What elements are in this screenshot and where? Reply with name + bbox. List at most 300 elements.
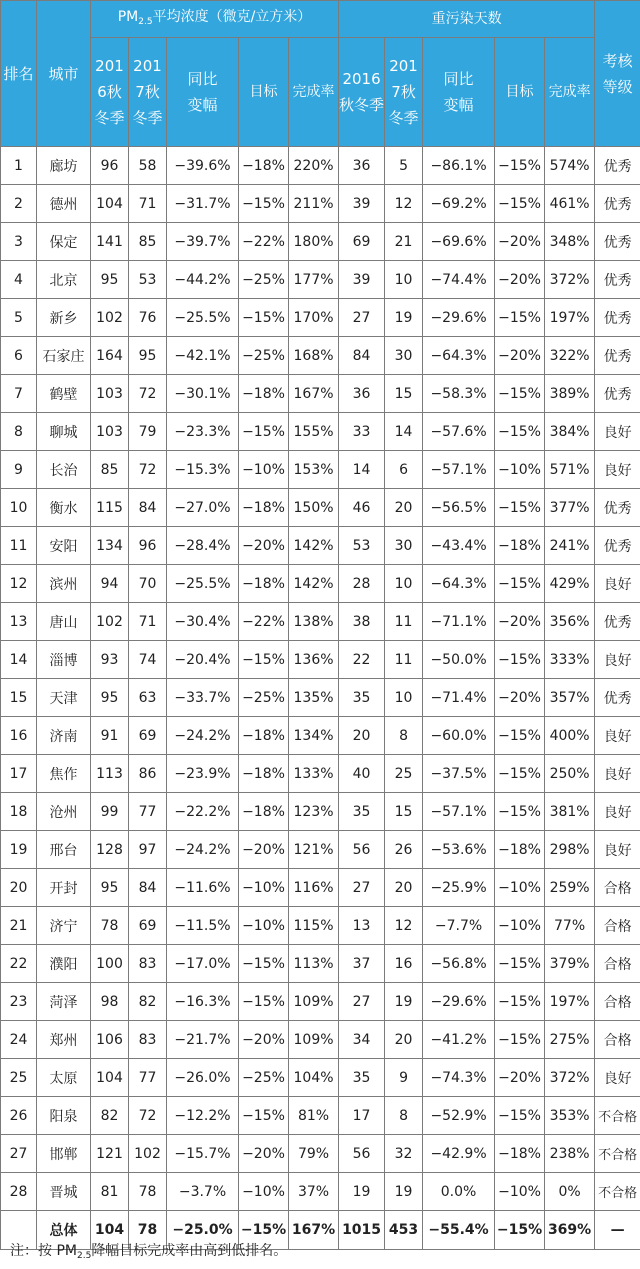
cell-heavy-rate: 461% (545, 185, 595, 223)
header-heavy-target: 目标 (495, 38, 545, 147)
cell-pm-2016: 102 (91, 603, 129, 641)
cell-pm-2017: 83 (129, 945, 167, 983)
cell-pm-2016: 164 (91, 337, 129, 375)
cell-grade: 优秀 (595, 185, 640, 223)
cell-heavy-2016: 20 (339, 717, 385, 755)
cell-city: 廊坊 (37, 147, 91, 185)
cell-heavy-rate: 379% (545, 945, 595, 983)
cell-heavy-rate: 357% (545, 679, 595, 717)
cell-city: 太原 (37, 1059, 91, 1097)
cell-heavy-target: −15% (495, 413, 545, 451)
table-row (1, 641, 640, 679)
cell-pm-2017: 74 (129, 641, 167, 679)
cell-grade: 优秀 (595, 147, 640, 185)
table-row (1, 945, 640, 983)
cell-grade: 良好 (595, 831, 640, 869)
cell-heavy-2017: 11 (385, 641, 423, 679)
cell-pm-2017: 76 (129, 299, 167, 337)
cell-pm-target: −18% (239, 489, 289, 527)
cell-heavy-change: −53.6% (423, 831, 495, 869)
cell-pm-2017: 84 (129, 489, 167, 527)
cell-city: 德州 (37, 185, 91, 223)
table-row (1, 831, 640, 869)
cell-rank: 8 (1, 413, 37, 451)
cell-grade: 合格 (595, 907, 640, 945)
cell-pm-change: −24.2% (167, 717, 239, 755)
cell-heavy-change: −71.4% (423, 679, 495, 717)
cell-city: 安阳 (37, 527, 91, 565)
cell-city: 濮阳 (37, 945, 91, 983)
cell-pm-2017: 82 (129, 983, 167, 1021)
cell-grade: 不合格 (595, 1097, 640, 1135)
cell-rank: 3 (1, 223, 37, 261)
cell-pm-target: −10% (239, 869, 289, 907)
cell-city: 济南 (37, 717, 91, 755)
cell-pm-2017: 58 (129, 147, 167, 185)
cell-pm-2017: 71 (129, 185, 167, 223)
cell-pm-change: −25.5% (167, 565, 239, 603)
cell-heavy-rate: 77% (545, 907, 595, 945)
cell-grade: 优秀 (595, 337, 640, 375)
cell-rank: 18 (1, 793, 37, 831)
cell-heavy-2017: 10 (385, 679, 423, 717)
cell-pm-2016: 94 (91, 565, 129, 603)
cell-heavy-2017: 10 (385, 565, 423, 603)
cell-pm-2017: 69 (129, 907, 167, 945)
cell-pm-2017: 53 (129, 261, 167, 299)
cell-pm-2016: 95 (91, 679, 129, 717)
cell-heavy-2016: 14 (339, 451, 385, 489)
total-cell-heavy-target: −15% (495, 1211, 545, 1250)
table-row (1, 565, 640, 603)
header-heavy-pollution-group: 重污染天数 (339, 1, 595, 38)
cell-pm-rate: 133% (289, 755, 339, 793)
cell-heavy-rate: 389% (545, 375, 595, 413)
cell-heavy-2017: 9 (385, 1059, 423, 1097)
cell-grade: 合格 (595, 983, 640, 1021)
cell-heavy-2016: 34 (339, 1021, 385, 1059)
cell-heavy-2016: 36 (339, 375, 385, 413)
cell-pm-rate: 153% (289, 451, 339, 489)
cell-heavy-2016: 27 (339, 299, 385, 337)
cell-grade: 不合格 (595, 1173, 640, 1211)
cell-pm-target: −20% (239, 527, 289, 565)
table-row (1, 603, 640, 641)
cell-heavy-target: −18% (495, 527, 545, 565)
table-row (1, 299, 640, 337)
cell-rank: 9 (1, 451, 37, 489)
cell-pm-rate: 123% (289, 793, 339, 831)
cell-grade: 不合格 (595, 1135, 640, 1173)
cell-pm-change: −15.7% (167, 1135, 239, 1173)
cell-rank: 5 (1, 299, 37, 337)
cell-pm-2016: 85 (91, 451, 129, 489)
cell-city: 天津 (37, 679, 91, 717)
cell-rank: 10 (1, 489, 37, 527)
cell-pm-2016: 141 (91, 223, 129, 261)
table-row (1, 679, 640, 717)
total-cell-heavy-2017: 453 (385, 1211, 423, 1250)
cell-grade: 良好 (595, 565, 640, 603)
cell-heavy-change: −56.5% (423, 489, 495, 527)
cell-pm-rate: 180% (289, 223, 339, 261)
table-row (1, 1059, 640, 1097)
cell-rank: 24 (1, 1021, 37, 1059)
cell-pm-target: −25% (239, 679, 289, 717)
cell-rank: 7 (1, 375, 37, 413)
cell-grade: 优秀 (595, 679, 640, 717)
cell-pm-change: −25.5% (167, 299, 239, 337)
header-heavy-2017: 2017秋冬季 (385, 38, 423, 147)
cell-pm-target: −18% (239, 717, 289, 755)
cell-pm-rate: 79% (289, 1135, 339, 1173)
cell-heavy-2017: 8 (385, 1097, 423, 1135)
cell-heavy-2017: 5 (385, 147, 423, 185)
cell-heavy-2017: 19 (385, 1173, 423, 1211)
cell-pm-rate: 104% (289, 1059, 339, 1097)
cell-heavy-2016: 28 (339, 565, 385, 603)
total-cell-heavy-change: −55.4% (423, 1211, 495, 1250)
cell-heavy-2016: 56 (339, 1135, 385, 1173)
table-header (1, 1, 640, 147)
cell-heavy-rate: 238% (545, 1135, 595, 1173)
cell-pm-2016: 104 (91, 185, 129, 223)
cell-city: 济宁 (37, 907, 91, 945)
cell-pm-change: −21.7% (167, 1021, 239, 1059)
cell-rank: 21 (1, 907, 37, 945)
cell-rank: 20 (1, 869, 37, 907)
cell-pm-change: −30.1% (167, 375, 239, 413)
cell-heavy-change: 0.0% (423, 1173, 495, 1211)
cell-heavy-2017: 30 (385, 337, 423, 375)
cell-pm-2017: 85 (129, 223, 167, 261)
cell-city: 焦作 (37, 755, 91, 793)
cell-heavy-rate: 333% (545, 641, 595, 679)
cell-grade: 优秀 (595, 375, 640, 413)
cell-heavy-target: −20% (495, 1059, 545, 1097)
cell-heavy-change: −74.4% (423, 261, 495, 299)
cell-pm-change: −39.7% (167, 223, 239, 261)
cell-heavy-change: −69.6% (423, 223, 495, 261)
cell-heavy-target: −15% (495, 1097, 545, 1135)
cell-heavy-2016: 19 (339, 1173, 385, 1211)
cell-pm-rate: 211% (289, 185, 339, 223)
cell-pm-target: −15% (239, 413, 289, 451)
cell-heavy-2017: 26 (385, 831, 423, 869)
cell-rank: 13 (1, 603, 37, 641)
cell-pm-rate: 116% (289, 869, 339, 907)
cell-heavy-2017: 12 (385, 907, 423, 945)
cell-heavy-rate: 400% (545, 717, 595, 755)
cell-heavy-2017: 12 (385, 185, 423, 223)
cell-city: 石家庄 (37, 337, 91, 375)
cell-pm-change: −11.5% (167, 907, 239, 945)
cell-heavy-change: −50.0% (423, 641, 495, 679)
cell-pm-2016: 106 (91, 1021, 129, 1059)
cell-grade: 良好 (595, 793, 640, 831)
cell-city: 开封 (37, 869, 91, 907)
cell-pm-rate: 134% (289, 717, 339, 755)
cell-pm-2017: 69 (129, 717, 167, 755)
header-pm-rate: 完成率 (289, 38, 339, 147)
cell-heavy-rate: 197% (545, 299, 595, 337)
cell-heavy-target: −20% (495, 337, 545, 375)
cell-heavy-2017: 15 (385, 375, 423, 413)
cell-heavy-2016: 38 (339, 603, 385, 641)
cell-pm-target: −18% (239, 565, 289, 603)
cell-city: 邯郸 (37, 1135, 91, 1173)
cell-pm-change: −23.3% (167, 413, 239, 451)
cell-heavy-target: −15% (495, 945, 545, 983)
cell-pm-2017: 63 (129, 679, 167, 717)
cell-heavy-change: −37.5% (423, 755, 495, 793)
cell-city: 聊城 (37, 413, 91, 451)
cell-heavy-rate: 259% (545, 869, 595, 907)
table-row (1, 147, 640, 185)
cell-heavy-2017: 20 (385, 869, 423, 907)
cell-pm-rate: 135% (289, 679, 339, 717)
cell-heavy-change: −42.9% (423, 1135, 495, 1173)
cell-grade: 优秀 (595, 603, 640, 641)
cell-pm-2016: 81 (91, 1173, 129, 1211)
table-row (1, 793, 640, 831)
cell-rank: 1 (1, 147, 37, 185)
cell-heavy-change: −29.6% (423, 983, 495, 1021)
table-row (1, 527, 640, 565)
cell-heavy-target: −20% (495, 679, 545, 717)
table-row (1, 261, 640, 299)
table-row (1, 185, 640, 223)
table-row (1, 1135, 640, 1173)
cell-heavy-rate: 571% (545, 451, 595, 489)
cell-grade: 优秀 (595, 299, 640, 337)
cell-pm-2017: 102 (129, 1135, 167, 1173)
table-row (1, 869, 640, 907)
cell-heavy-rate: 250% (545, 755, 595, 793)
cell-heavy-change: −57.6% (423, 413, 495, 451)
cell-heavy-target: −20% (495, 223, 545, 261)
cell-pm-change: −17.0% (167, 945, 239, 983)
cell-pm-change: −12.2% (167, 1097, 239, 1135)
cell-pm-2017: 84 (129, 869, 167, 907)
cell-pm-2017: 97 (129, 831, 167, 869)
cell-grade: 合格 (595, 945, 640, 983)
table-row (1, 717, 640, 755)
cell-pm-change: −28.4% (167, 527, 239, 565)
cell-pm-2016: 95 (91, 261, 129, 299)
cell-pm-2016: 104 (91, 1059, 129, 1097)
cell-pm-rate: 142% (289, 565, 339, 603)
cell-pm-2017: 70 (129, 565, 167, 603)
cell-heavy-change: −74.3% (423, 1059, 495, 1097)
cell-city: 长治 (37, 451, 91, 489)
cell-pm-target: −18% (239, 375, 289, 413)
cell-heavy-2016: 33 (339, 413, 385, 451)
cell-pm-change: −20.4% (167, 641, 239, 679)
cell-pm-2016: 113 (91, 755, 129, 793)
cell-rank: 17 (1, 755, 37, 793)
cell-pm-rate: 168% (289, 337, 339, 375)
cell-pm-2017: 72 (129, 375, 167, 413)
table-row (1, 1021, 640, 1059)
cell-heavy-target: −20% (495, 603, 545, 641)
cell-pm-2016: 99 (91, 793, 129, 831)
cell-heavy-change: −71.1% (423, 603, 495, 641)
cell-heavy-2017: 16 (385, 945, 423, 983)
cell-pm-rate: 37% (289, 1173, 339, 1211)
cell-pm-rate: 177% (289, 261, 339, 299)
footnote: 注：按 $PM_{2.5}$降幅目标完成率由高到低排名。 (0, 1238, 640, 1268)
cell-heavy-rate: 0% (545, 1173, 595, 1211)
cell-heavy-2016: 69 (339, 223, 385, 261)
cell-rank: 4 (1, 261, 37, 299)
cell-rank: 23 (1, 983, 37, 1021)
cell-pm-target: −20% (239, 831, 289, 869)
cell-city: 北京 (37, 261, 91, 299)
cell-pm-change: −27.0% (167, 489, 239, 527)
cell-heavy-target: −15% (495, 147, 545, 185)
table-row (1, 907, 640, 945)
cell-pm-2017: 71 (129, 603, 167, 641)
cell-city: 淄博 (37, 641, 91, 679)
cell-heavy-target: −10% (495, 451, 545, 489)
cell-heavy-2016: 35 (339, 793, 385, 831)
cell-heavy-target: −15% (495, 489, 545, 527)
cell-heavy-change: −57.1% (423, 451, 495, 489)
cell-heavy-rate: 372% (545, 1059, 595, 1097)
cell-pm-change: −31.7% (167, 185, 239, 223)
cell-heavy-change: −57.1% (423, 793, 495, 831)
cell-heavy-rate: 356% (545, 603, 595, 641)
cell-heavy-2017: 25 (385, 755, 423, 793)
cell-heavy-rate: 574% (545, 147, 595, 185)
cell-heavy-target: −15% (495, 641, 545, 679)
cell-pm-target: −25% (239, 1059, 289, 1097)
cell-heavy-rate: 429% (545, 565, 595, 603)
header-grade: 考核等级 (595, 1, 640, 147)
cell-rank: 27 (1, 1135, 37, 1173)
cell-pm-2016: 115 (91, 489, 129, 527)
cell-pm-change: −24.2% (167, 831, 239, 869)
cell-pm-rate: 109% (289, 983, 339, 1021)
cell-grade: 良好 (595, 641, 640, 679)
cell-rank: 26 (1, 1097, 37, 1135)
cell-pm-2016: 100 (91, 945, 129, 983)
cell-heavy-rate: 377% (545, 489, 595, 527)
cell-heavy-2017: 30 (385, 527, 423, 565)
cell-heavy-2017: 19 (385, 299, 423, 337)
total-cell-pm-target: −15% (239, 1211, 289, 1250)
cell-rank: 11 (1, 527, 37, 565)
cell-pm-change: −23.9% (167, 755, 239, 793)
table-row (1, 983, 640, 1021)
cell-heavy-2017: 20 (385, 489, 423, 527)
cell-city: 唐山 (37, 603, 91, 641)
cell-grade: 良好 (595, 413, 640, 451)
cell-pm-2017: 83 (129, 1021, 167, 1059)
cell-heavy-2017: 15 (385, 793, 423, 831)
cell-pm-target: −10% (239, 451, 289, 489)
total-cell-pm-2016: 104 (91, 1211, 129, 1250)
cell-rank: 12 (1, 565, 37, 603)
cell-heavy-2016: 39 (339, 261, 385, 299)
cell-pm-2016: 93 (91, 641, 129, 679)
cell-heavy-change: −60.0% (423, 717, 495, 755)
cell-city: 衡水 (37, 489, 91, 527)
table-row (1, 489, 640, 527)
total-cell-pm-2017: 78 (129, 1211, 167, 1250)
cell-pm-rate: 170% (289, 299, 339, 337)
cell-heavy-2016: 46 (339, 489, 385, 527)
cell-pm-target: −18% (239, 755, 289, 793)
cell-heavy-2017: 11 (385, 603, 423, 641)
table-row (1, 337, 640, 375)
cell-heavy-target: −15% (495, 793, 545, 831)
cell-rank: 19 (1, 831, 37, 869)
cell-grade: 优秀 (595, 489, 640, 527)
cell-heavy-target: −10% (495, 869, 545, 907)
cell-heavy-rate: 241% (545, 527, 595, 565)
cell-heavy-target: −18% (495, 831, 545, 869)
cell-pm-change: −26.0% (167, 1059, 239, 1097)
cell-city: 晋城 (37, 1173, 91, 1211)
cell-pm-target: −18% (239, 793, 289, 831)
cell-pm-rate: 109% (289, 1021, 339, 1059)
cell-heavy-2016: 39 (339, 185, 385, 223)
table-row (1, 375, 640, 413)
cell-pm-rate: 150% (289, 489, 339, 527)
cell-pm-2016: 103 (91, 413, 129, 451)
table-row (1, 755, 640, 793)
cell-pm-target: −15% (239, 299, 289, 337)
cell-heavy-change: −64.3% (423, 337, 495, 375)
cell-heavy-change: −58.3% (423, 375, 495, 413)
cell-pm-rate: 220% (289, 147, 339, 185)
cell-heavy-target: −15% (495, 299, 545, 337)
cell-heavy-rate: 381% (545, 793, 595, 831)
cell-heavy-change: −86.1% (423, 147, 495, 185)
cell-pm-2017: 72 (129, 451, 167, 489)
cell-pm-target: −18% (239, 147, 289, 185)
cell-heavy-2016: 22 (339, 641, 385, 679)
cell-heavy-2016: 36 (339, 147, 385, 185)
header-pm-2017: 2017秋冬季 (129, 38, 167, 147)
cell-heavy-target: −15% (495, 1021, 545, 1059)
header-city: 城市 (37, 1, 91, 147)
cell-heavy-2016: 40 (339, 755, 385, 793)
cell-heavy-rate: 298% (545, 831, 595, 869)
cell-pm-2016: 82 (91, 1097, 129, 1135)
cell-pm-target: −22% (239, 223, 289, 261)
header-pm-target: 目标 (239, 38, 289, 147)
cell-pm-2017: 79 (129, 413, 167, 451)
cell-city: 新乡 (37, 299, 91, 337)
cell-heavy-2016: 84 (339, 337, 385, 375)
cell-pm-change: −16.3% (167, 983, 239, 1021)
cell-heavy-target: −15% (495, 375, 545, 413)
cell-pm-change: −42.1% (167, 337, 239, 375)
cell-pm-2016: 98 (91, 983, 129, 1021)
cell-pm-rate: 136% (289, 641, 339, 679)
cell-heavy-2017: 8 (385, 717, 423, 755)
cell-pm-target: −15% (239, 983, 289, 1021)
cell-heavy-change: −52.9% (423, 1097, 495, 1135)
cell-heavy-rate: 372% (545, 261, 595, 299)
cell-pm-target: −20% (239, 1135, 289, 1173)
cell-pm-rate: 81% (289, 1097, 339, 1135)
cell-pm-2017: 77 (129, 1059, 167, 1097)
cell-grade: 良好 (595, 1059, 640, 1097)
